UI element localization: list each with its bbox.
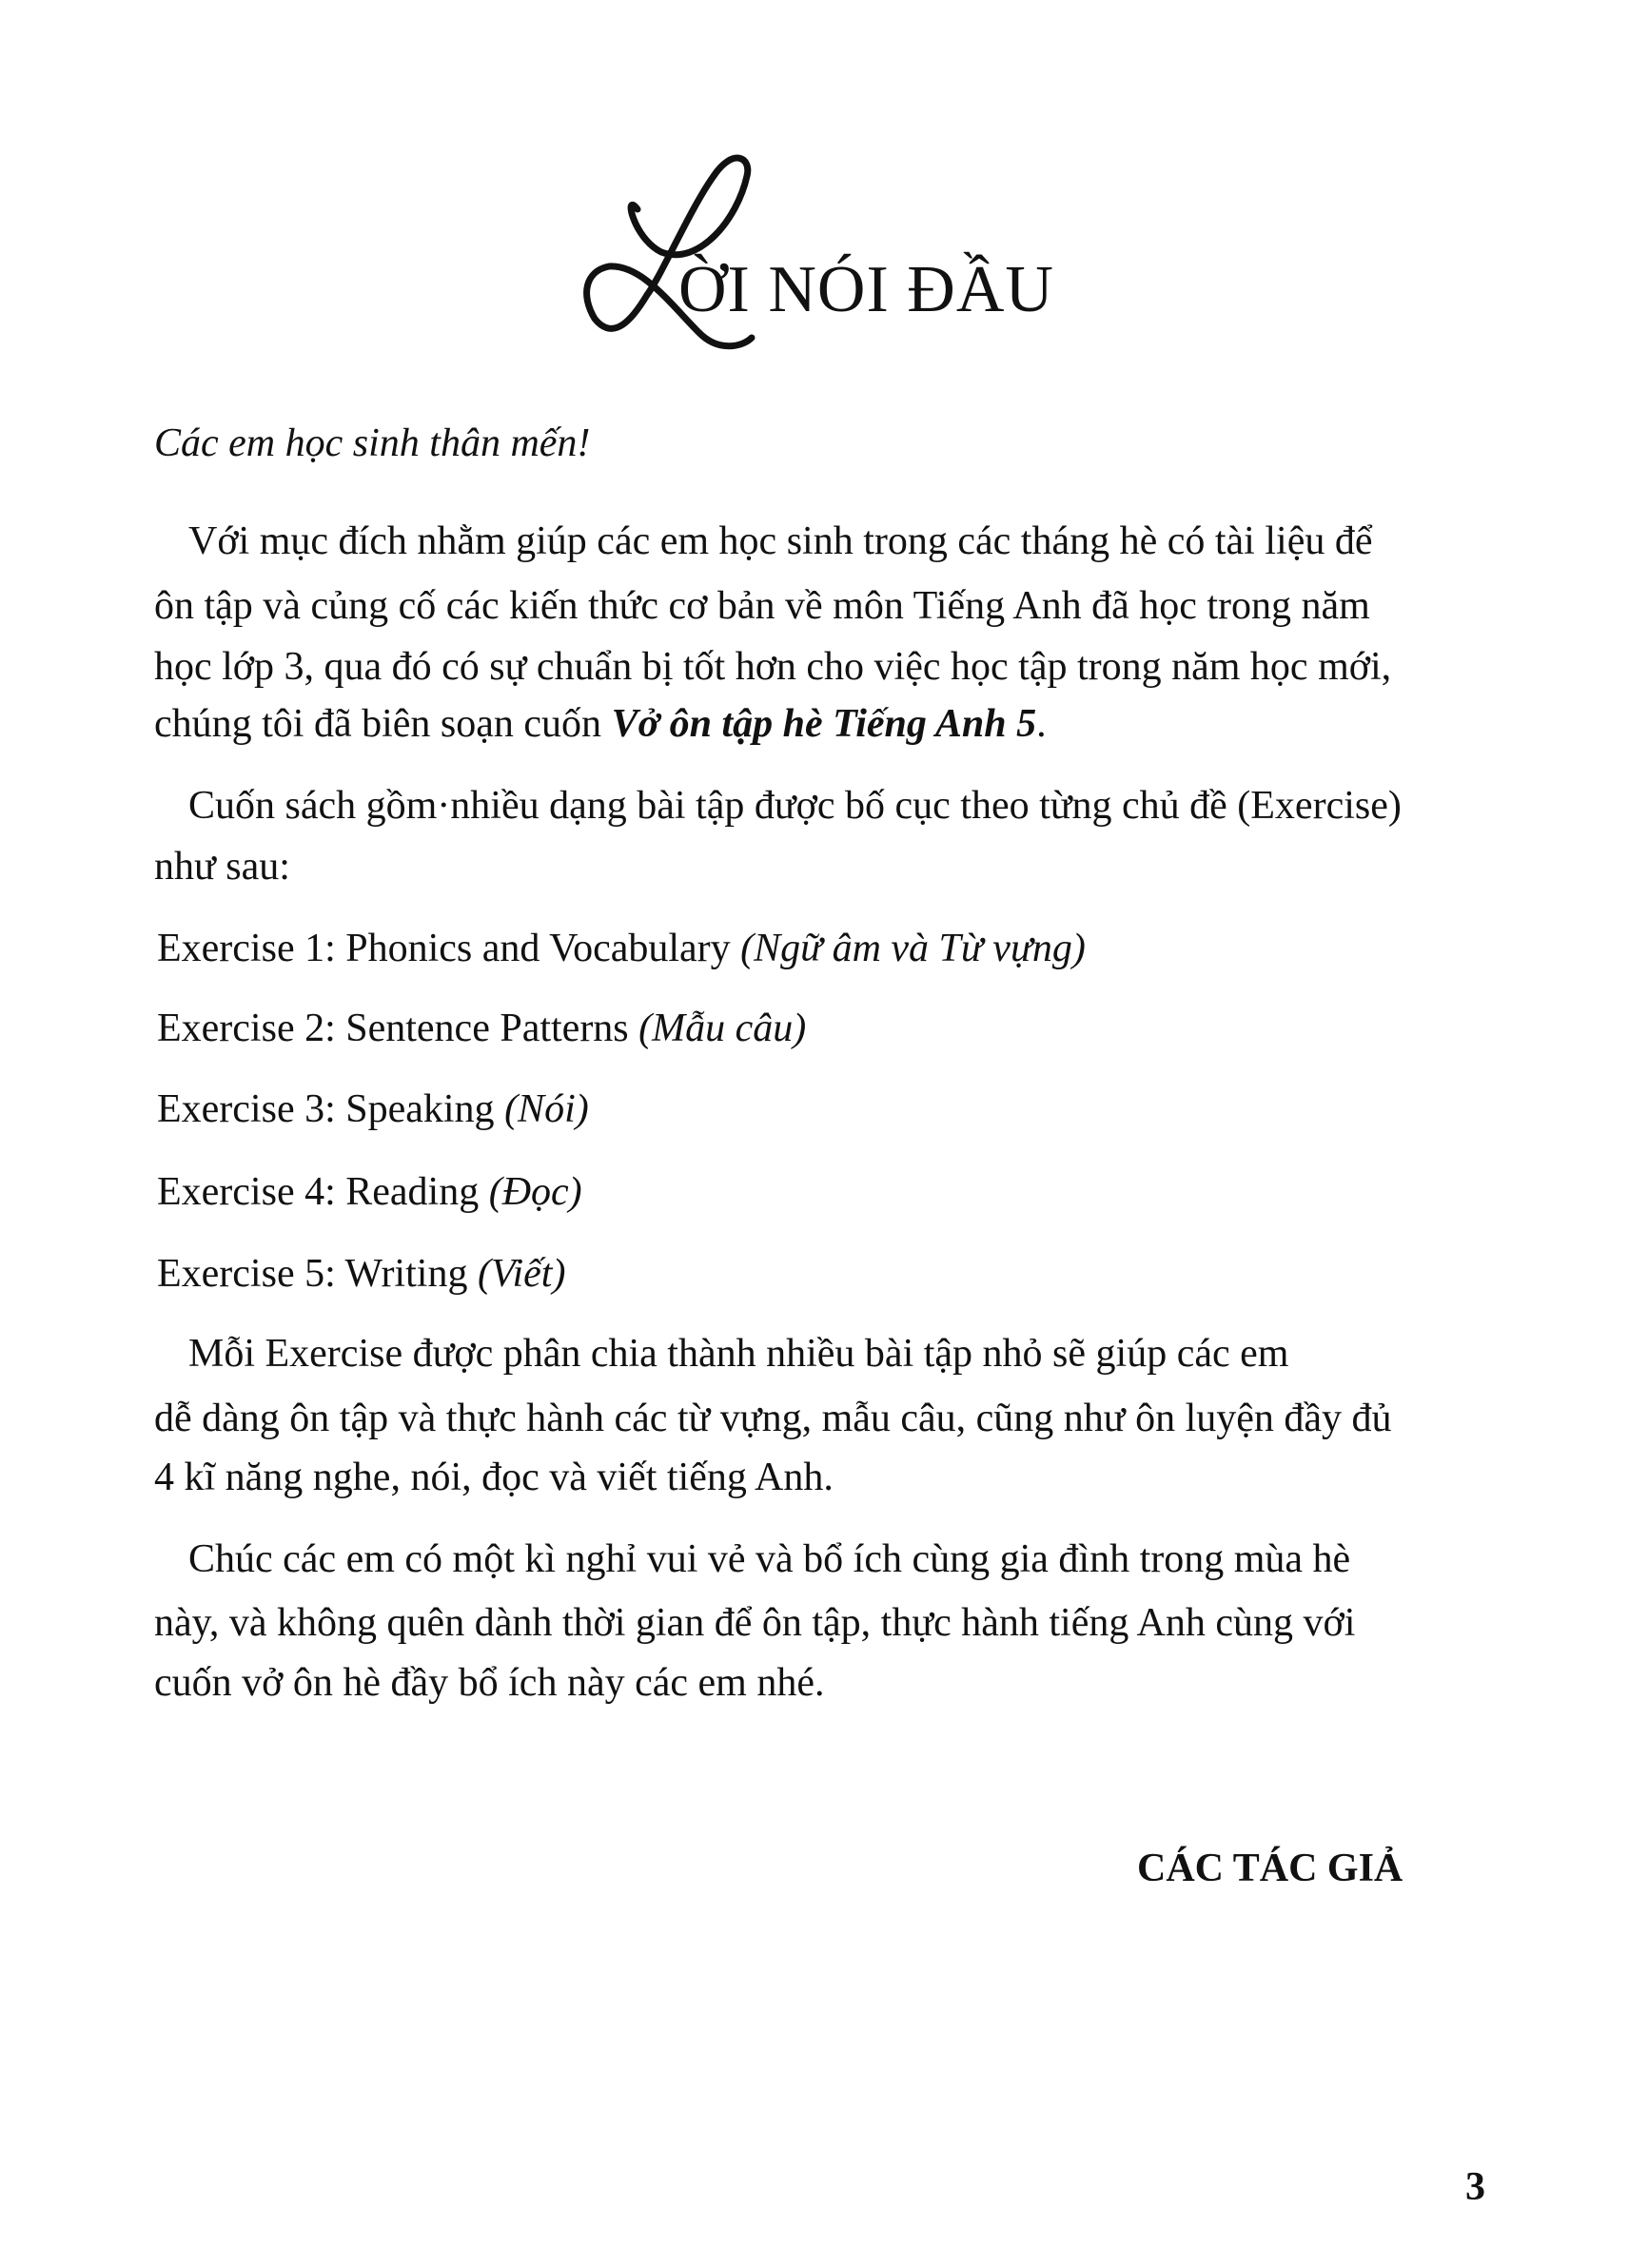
paragraph1-line4: chúng tôi đã biên soạn cuốn Vở ôn tập hè Tiếng Anh 5.: [154, 702, 1047, 746]
exercise-item: Exercise 2: Sentence Patterns (Mẫu câu): [157, 1007, 807, 1050]
paragraph3-line1: Mỗi Exercise được phân chia thành nhiều bài tập nhỏ sẽ giúp các em: [188, 1332, 1289, 1376]
exercise-item: Exercise 3: Speaking (Nói): [157, 1087, 589, 1131]
paragraph4-line2: này, và không quên dành thời gian để ôn tập, thực hành tiếng Anh cùng với: [154, 1601, 1356, 1645]
exercise-item: Exercise 1: Phonics and Vocabulary (Ngữ âm và Từ vựng): [157, 927, 1086, 970]
paragraph2-line1: Cuốn sách gồm·nhiều dạng bài tập được bố cục theo từng chủ đề (Exercise): [188, 784, 1402, 828]
paragraph3-line2: dễ dàng ôn tập và thực hành các từ vựng, mẫu câu, cũng như ôn luyện đầy đủ: [154, 1397, 1392, 1440]
paragraph1-line3: học lớp 3, qua đó có sự chuẩn bị tốt hơn cho việc học tập trong năm học mới,: [154, 645, 1392, 689]
title-text: ỜI NÓI ĐẦU: [678, 253, 1054, 326]
exercise-item: Exercise 5: Writing (Viết): [157, 1252, 566, 1296]
book-title: Vở ôn tập hè Tiếng Anh 5: [611, 702, 1037, 746]
paragraph3-line3: 4 kĩ năng nghe, nói, đọc và viết tiếng Anh.: [154, 1456, 834, 1499]
paragraph2-line2: như sau:: [154, 845, 290, 889]
greeting: Các em học sinh thân mến!: [154, 421, 591, 465]
paragraph4-line1: Chúc các em có một kì nghỉ vui vẻ và bổ ích cùng gia đình trong mùa hè: [188, 1537, 1351, 1581]
page-number: 3: [1465, 2165, 1485, 2209]
exercise-item: Exercise 4: Reading (Đọc): [157, 1170, 582, 1214]
paragraph1-line1: Với mục đích nhằm giúp các em học sinh trong các tháng hè có tài liệu để: [188, 519, 1373, 563]
page-title: [557, 152, 1054, 362]
paragraph1-line2: ôn tập và củng cố các kiến thức cơ bản về môn Tiếng Anh đã học trong năm: [154, 584, 1370, 628]
signature: CÁC TÁC GIẢ: [1137, 1847, 1403, 1890]
paragraph4-line3: cuốn vở ôn hè đầy bổ ích này các em nhé.: [154, 1661, 825, 1705]
